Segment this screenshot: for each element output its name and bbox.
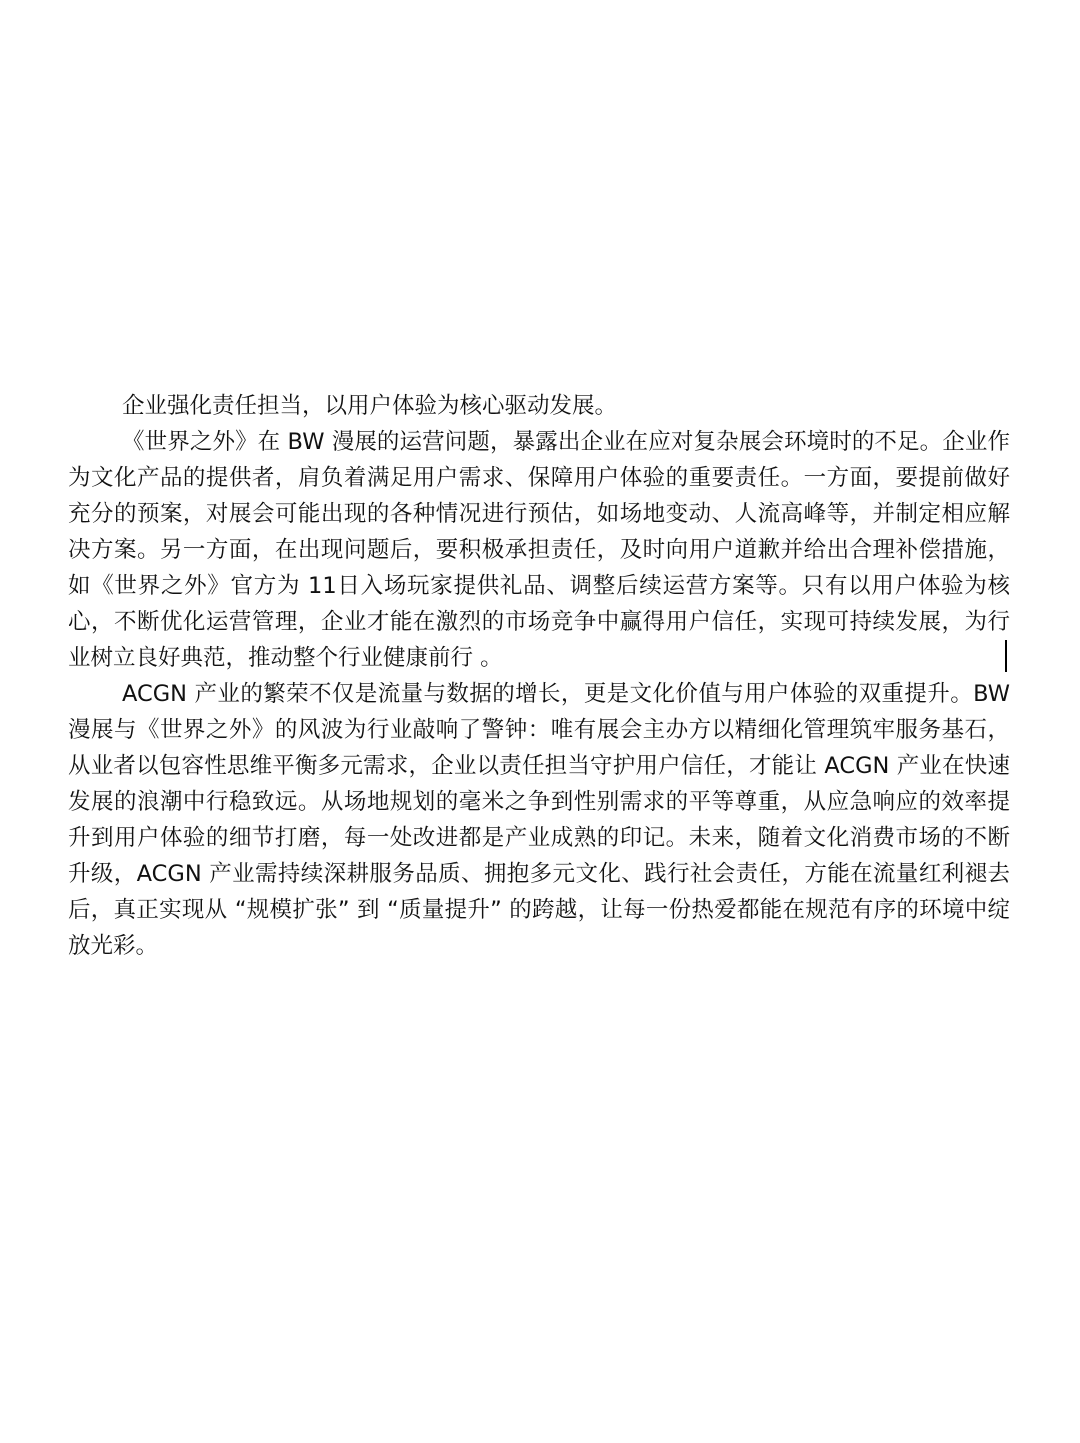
document-body[interactable] [68,388,1010,964]
paragraph-1: 企业强化责任担当，以用户体验为核心驱动发展。 [122,393,618,419]
text-cursor [1005,640,1007,672]
paragraph-3: ACGN 产业的繁荣不仅是流量与数据的增长，更是文化价值与用户体验的双重提升。BW 漫展与《世界之外》的风波为行业敲响了警钟：唯有展会主办方以精细化管理筑牢服务基石，从业者以包容性思维平衡多元需求，企业以责任担当守护用户信任，才能让 ACGN 产业在快速发展的浪潮中行稳致远。从场地规划的毫米之争到性别需求的平等尊重，从应急响应的效率提升到用户体验的细节打磨，每一处改进都是产业成熟的印记。未来，随着文化消费市场的不断升级，ACGN 产业需持续深耕服务品质、拥抱多元文化、践行社会责任，方能在流量红利褪去后，真正实现从 “规模扩张” 到 “质量提升” 的跨越，让每一份热爱都能在规范有序的环境中绽放光彩。 [68,681,1010,959]
paragraph-2: 《世界之外》在 BW 漫展的运营问题，暴露出企业在应对复杂展会环境时的不足。企业作为文化产品的提供者，肩负着满足用户需求、保障用户体验的重要责任。一方面，要提前做好充分的预案，对展会可能出现的各种情况进行预估，如场地变动、人流高峰等，并制定相应解决方案。另一方面，在出现问题后，要积极承担责任，及时向用户道歉并给出合理补偿措施，如《世界之外》官方为 11日入场玩家提供礼品、调整后续运营方案等。只有以用户体验为核心，不断优化运营管理，企业才能在激烈的市场竞争中赢得用户信任，实现可持续发展，为行业树立良好典范，推动整个行业健康前行 。 [68,429,1010,671]
